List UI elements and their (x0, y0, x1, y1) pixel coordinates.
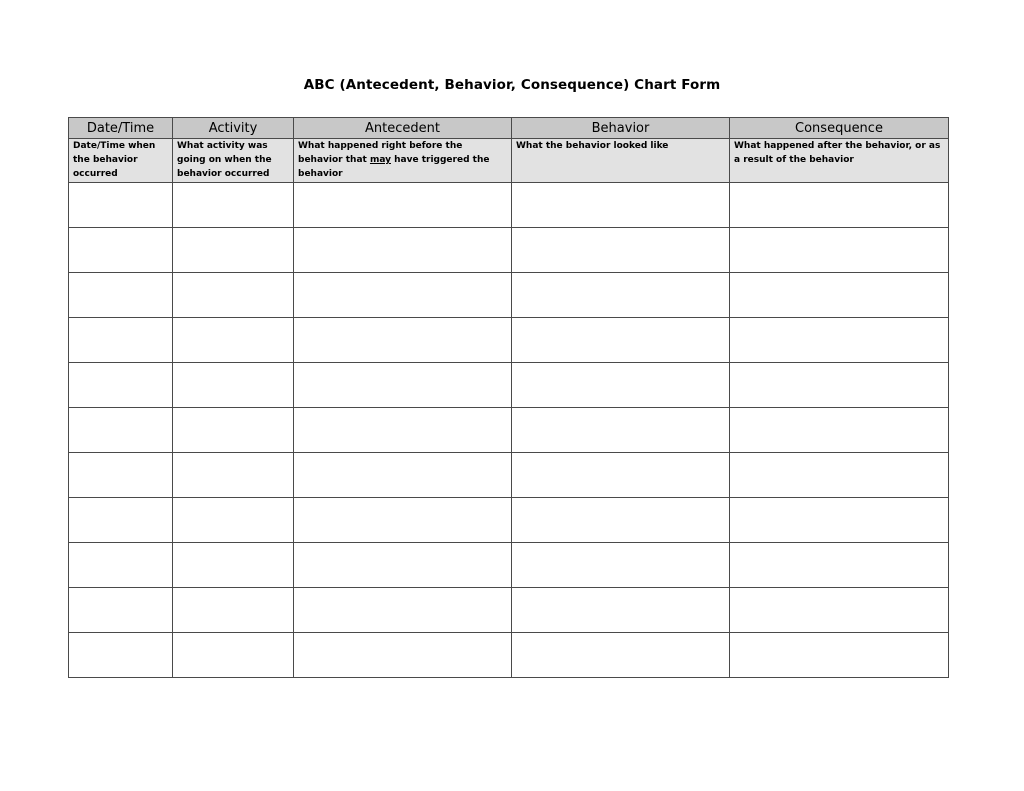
entry-cell-activity[interactable] (173, 228, 294, 273)
entry-cell-antecedent[interactable] (294, 543, 512, 588)
entry-cell-behavior[interactable] (512, 363, 730, 408)
column-header-activity: Activity (173, 118, 294, 139)
entry-cell-antecedent[interactable] (294, 408, 512, 453)
entry-cell-consequence[interactable] (730, 318, 949, 363)
page-title: ABC (Antecedent, Behavior, Consequence) Chart Form (303, 77, 721, 93)
entry-cell-date-time[interactable] (69, 318, 173, 363)
entry-cell-date-time[interactable] (69, 543, 173, 588)
antecedent-description-emphasis: may (369, 155, 391, 165)
table-row (69, 273, 949, 318)
entry-cell-antecedent[interactable] (294, 588, 512, 633)
entry-cell-date-time[interactable] (69, 633, 173, 678)
entry-cell-behavior[interactable] (512, 273, 730, 318)
table-row (69, 183, 949, 228)
antecedent-description-start: What happened right before the behavior that (298, 141, 463, 165)
entry-cell-date-time[interactable] (69, 498, 173, 543)
entry-cell-consequence[interactable] (730, 183, 949, 228)
entry-cell-activity[interactable] (173, 273, 294, 318)
table-row (69, 498, 949, 543)
entry-cell-activity[interactable] (173, 408, 294, 453)
entry-cell-antecedent[interactable] (294, 183, 512, 228)
description-row (69, 139, 949, 183)
entry-cell-activity[interactable] (173, 318, 294, 363)
entry-cell-activity[interactable] (173, 543, 294, 588)
entry-cell-antecedent[interactable] (294, 633, 512, 678)
entry-cell-date-time[interactable] (69, 273, 173, 318)
column-header-consequence: Consequence (730, 118, 949, 139)
entry-cell-consequence[interactable] (730, 453, 949, 498)
entry-cell-date-time[interactable] (69, 183, 173, 228)
entry-cell-activity[interactable] (173, 363, 294, 408)
entry-cell-date-time[interactable] (69, 228, 173, 273)
column-description-consequence: What happened after the behavior, or as a result of the behavior (730, 139, 949, 183)
entry-cell-date-time[interactable] (69, 453, 173, 498)
entry-cell-date-time[interactable] (69, 588, 173, 633)
column-description-activity: What activity was going on when the behavior occurred (173, 139, 294, 183)
entry-cell-antecedent[interactable] (294, 318, 512, 363)
entry-cell-consequence[interactable] (730, 543, 949, 588)
column-description-behavior: What the behavior looked like (512, 139, 730, 183)
entry-cell-consequence[interactable] (730, 633, 949, 678)
table-row (69, 318, 949, 363)
entry-cell-behavior[interactable] (512, 498, 730, 543)
entry-cell-activity[interactable] (173, 633, 294, 678)
entry-cell-behavior[interactable] (512, 453, 730, 498)
table-row (69, 408, 949, 453)
entry-cell-behavior[interactable] (512, 633, 730, 678)
column-header-date-time: Date/Time (69, 118, 173, 139)
entry-cell-antecedent[interactable] (294, 273, 512, 318)
entry-rows (69, 183, 949, 678)
entry-cell-activity[interactable] (173, 498, 294, 543)
entry-cell-consequence[interactable] (730, 273, 949, 318)
entry-cell-behavior[interactable] (512, 318, 730, 363)
entry-cell-behavior[interactable] (512, 228, 730, 273)
entry-cell-antecedent[interactable] (294, 363, 512, 408)
table-row (69, 228, 949, 273)
entry-cell-date-time[interactable] (69, 363, 173, 408)
entry-cell-date-time[interactable] (69, 408, 173, 453)
entry-cell-behavior[interactable] (512, 543, 730, 588)
entry-cell-antecedent[interactable] (294, 453, 512, 498)
entry-cell-activity[interactable] (173, 588, 294, 633)
column-header-behavior: Behavior (512, 118, 730, 139)
entry-cell-antecedent[interactable] (294, 228, 512, 273)
entry-cell-consequence[interactable] (730, 228, 949, 273)
column-description-antecedent (294, 139, 512, 183)
entry-cell-behavior[interactable] (512, 183, 730, 228)
table-row (69, 453, 949, 498)
entry-cell-antecedent[interactable] (294, 498, 512, 543)
entry-cell-behavior[interactable] (512, 408, 730, 453)
antecedent-description-end: have triggered the behavior (298, 155, 490, 179)
entry-cell-consequence[interactable] (730, 498, 949, 543)
abc-chart-table (68, 117, 949, 678)
entry-cell-consequence[interactable] (730, 363, 949, 408)
column-description-date-time: Date/Time when the behavior occurred (69, 139, 173, 183)
entry-cell-consequence[interactable] (730, 408, 949, 453)
entry-cell-activity[interactable] (173, 453, 294, 498)
table-row (69, 633, 949, 678)
table-row (69, 543, 949, 588)
table-row (69, 363, 949, 408)
table-row (69, 588, 949, 633)
header-row (69, 118, 949, 139)
entry-cell-behavior[interactable] (512, 588, 730, 633)
column-header-antecedent: Antecedent (294, 118, 512, 139)
entry-cell-activity[interactable] (173, 183, 294, 228)
entry-cell-consequence[interactable] (730, 588, 949, 633)
